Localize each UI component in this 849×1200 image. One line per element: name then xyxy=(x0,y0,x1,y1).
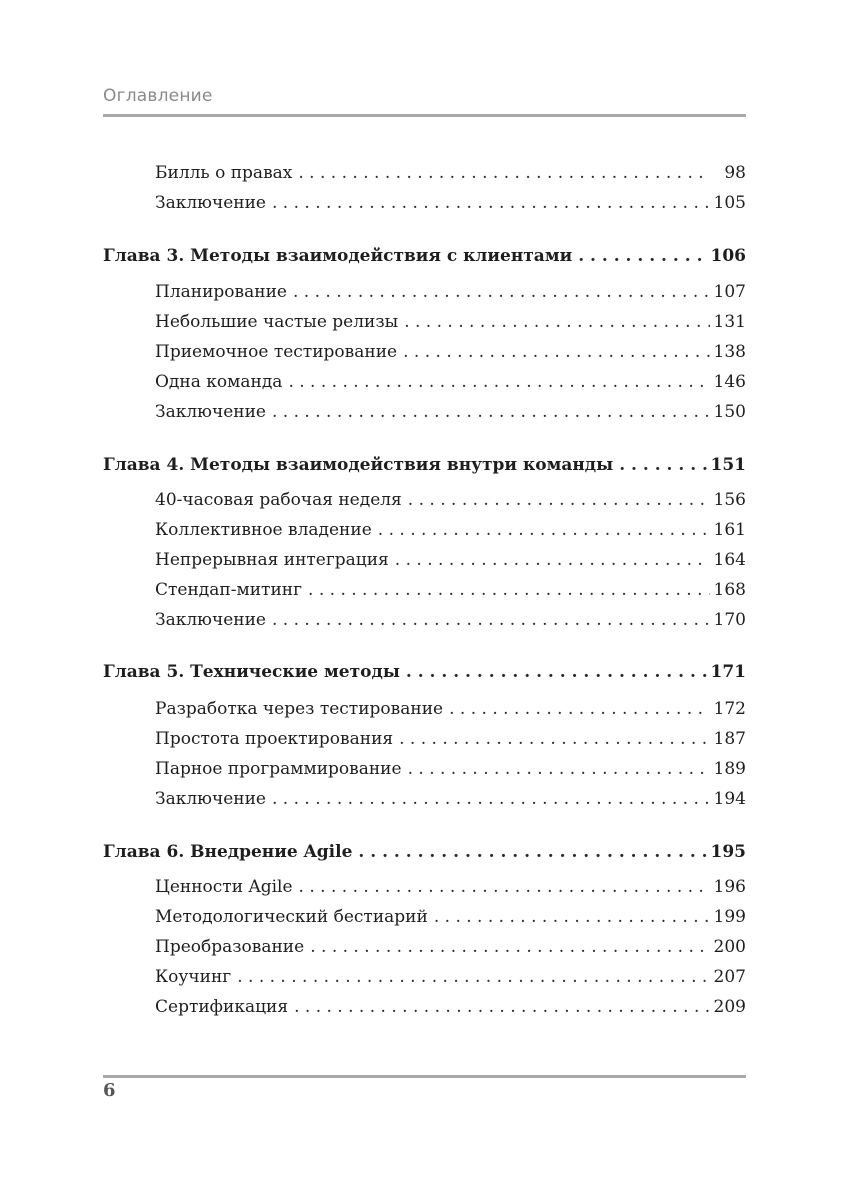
entry-title: Планирование xyxy=(155,282,287,302)
dot-leader xyxy=(293,280,710,304)
toc-entry-section[interactable] xyxy=(155,370,746,394)
dot-leader xyxy=(310,935,709,959)
entry-title: Приемочное тестирование xyxy=(155,342,398,362)
toc-entry-chapter[interactable] xyxy=(103,244,746,268)
toc-entry-chapter[interactable] xyxy=(103,840,746,864)
entry-title: Ценности Agile xyxy=(155,877,293,897)
dot-leader xyxy=(399,727,709,751)
entry-title: Коучинг xyxy=(155,967,232,987)
entry-title: Сертификация xyxy=(155,997,289,1017)
entry-title: Преобразование xyxy=(155,937,305,957)
entry-page: 131 xyxy=(713,312,746,332)
entry-page: 187 xyxy=(713,729,746,749)
dot-leader xyxy=(299,875,710,899)
dot-leader xyxy=(272,191,710,215)
chapter-title: Глава 5. Технические методы xyxy=(103,662,400,682)
entry-title: Парное программирование xyxy=(155,759,402,779)
dot-leader xyxy=(272,400,710,424)
toc-entry-section[interactable] xyxy=(155,161,746,185)
entry-page: 209 xyxy=(713,997,746,1017)
entry-title: Непрерывная интеграция xyxy=(155,550,389,570)
toc-entry-section[interactable] xyxy=(155,400,746,424)
entry-page: 172 xyxy=(713,699,746,719)
footer-rule xyxy=(103,1075,746,1078)
entry-page: 200 xyxy=(713,937,746,957)
entry-title: 40-часовая рабочая неделя xyxy=(155,490,402,510)
chapter-title: Глава 3. Методы взаимодействия с клиентами xyxy=(103,246,573,266)
dot-leader xyxy=(378,518,710,542)
entry-title: Небольшие частые релизы xyxy=(155,312,399,332)
toc-entry-section[interactable] xyxy=(155,875,746,899)
toc-entry-section[interactable] xyxy=(155,787,746,811)
chapter-page: 195 xyxy=(710,842,746,862)
entry-title: Заключение xyxy=(155,789,266,809)
entry-page: 170 xyxy=(713,610,746,630)
entry-page: 161 xyxy=(713,520,746,540)
entry-page: 196 xyxy=(713,877,746,897)
dot-leader xyxy=(294,995,709,1019)
dot-leader xyxy=(298,161,710,185)
chapter-page: 151 xyxy=(710,455,746,475)
entry-title: Простота проектирования xyxy=(155,729,394,749)
entry-page: 98 xyxy=(724,163,746,183)
entry-page: 107 xyxy=(713,282,746,302)
header-rule xyxy=(103,114,746,117)
toc-entry-section[interactable] xyxy=(155,697,746,721)
dot-leader xyxy=(272,787,710,811)
toc-entry-section[interactable] xyxy=(155,757,746,781)
dot-leader xyxy=(395,548,710,572)
entry-title: Коллективное владение xyxy=(155,520,372,540)
entry-title: Методологический бестиарий xyxy=(155,907,428,927)
entry-title: Билль о правах xyxy=(155,163,293,183)
toc-entry-section[interactable] xyxy=(155,727,746,751)
entry-page: 194 xyxy=(713,789,746,809)
dot-leader xyxy=(408,488,710,512)
entry-title: Заключение xyxy=(155,402,266,422)
dot-leader xyxy=(434,905,710,929)
entry-title: Разработка через тестирование xyxy=(155,699,444,719)
toc-entry-section[interactable] xyxy=(155,191,746,215)
toc-entry-section[interactable] xyxy=(155,518,746,542)
toc-entry-section[interactable] xyxy=(155,905,746,929)
dot-leader xyxy=(619,453,706,477)
toc-entry-section[interactable] xyxy=(155,488,746,512)
toc-entry-section[interactable] xyxy=(155,548,746,572)
chapter-title: Глава 4. Методы взаимодействия внутри команды xyxy=(103,455,614,475)
dot-leader xyxy=(408,757,710,781)
entry-page: 156 xyxy=(713,490,746,510)
dot-leader xyxy=(404,310,709,334)
dot-leader xyxy=(308,578,710,602)
entry-page: 150 xyxy=(713,402,746,422)
chapter-page: 106 xyxy=(710,246,746,266)
dot-leader xyxy=(406,660,707,684)
entry-page: 207 xyxy=(713,967,746,987)
toc-entry-section[interactable] xyxy=(155,578,746,602)
entry-page: 105 xyxy=(713,193,746,213)
entry-page: 146 xyxy=(713,372,746,392)
chapter-page: 171 xyxy=(710,662,746,682)
chapter-title: Глава 6. Внедрение Agile xyxy=(103,842,353,862)
toc-entry-section[interactable] xyxy=(155,608,746,632)
toc-entry-section[interactable] xyxy=(155,995,746,1019)
toc-entry-chapter[interactable] xyxy=(103,453,746,477)
page-number: 6 xyxy=(103,1080,116,1101)
dot-leader xyxy=(288,370,709,394)
toc-entry-section[interactable] xyxy=(155,340,746,364)
entry-title: Заключение xyxy=(155,610,266,630)
entry-page: 168 xyxy=(713,580,746,600)
entry-page: 164 xyxy=(713,550,746,570)
dot-leader xyxy=(403,340,709,364)
dot-leader xyxy=(358,840,706,864)
toc-entry-section[interactable] xyxy=(155,935,746,959)
toc-entry-section[interactable] xyxy=(155,280,746,304)
entry-page: 199 xyxy=(713,907,746,927)
toc-entry-section[interactable] xyxy=(155,965,746,989)
running-head: Оглавление xyxy=(103,86,213,106)
entry-title: Стендап-митинг xyxy=(155,580,303,600)
dot-leader xyxy=(272,608,710,632)
entry-title: Одна команда xyxy=(155,372,283,392)
toc-entry-section[interactable] xyxy=(155,310,746,334)
entry-page: 138 xyxy=(713,342,746,362)
dot-leader xyxy=(578,244,706,268)
entry-page: 189 xyxy=(713,759,746,779)
toc-entry-chapter[interactable] xyxy=(103,660,746,684)
dot-leader xyxy=(237,965,709,989)
dot-leader xyxy=(449,697,709,721)
entry-title: Заключение xyxy=(155,193,266,213)
